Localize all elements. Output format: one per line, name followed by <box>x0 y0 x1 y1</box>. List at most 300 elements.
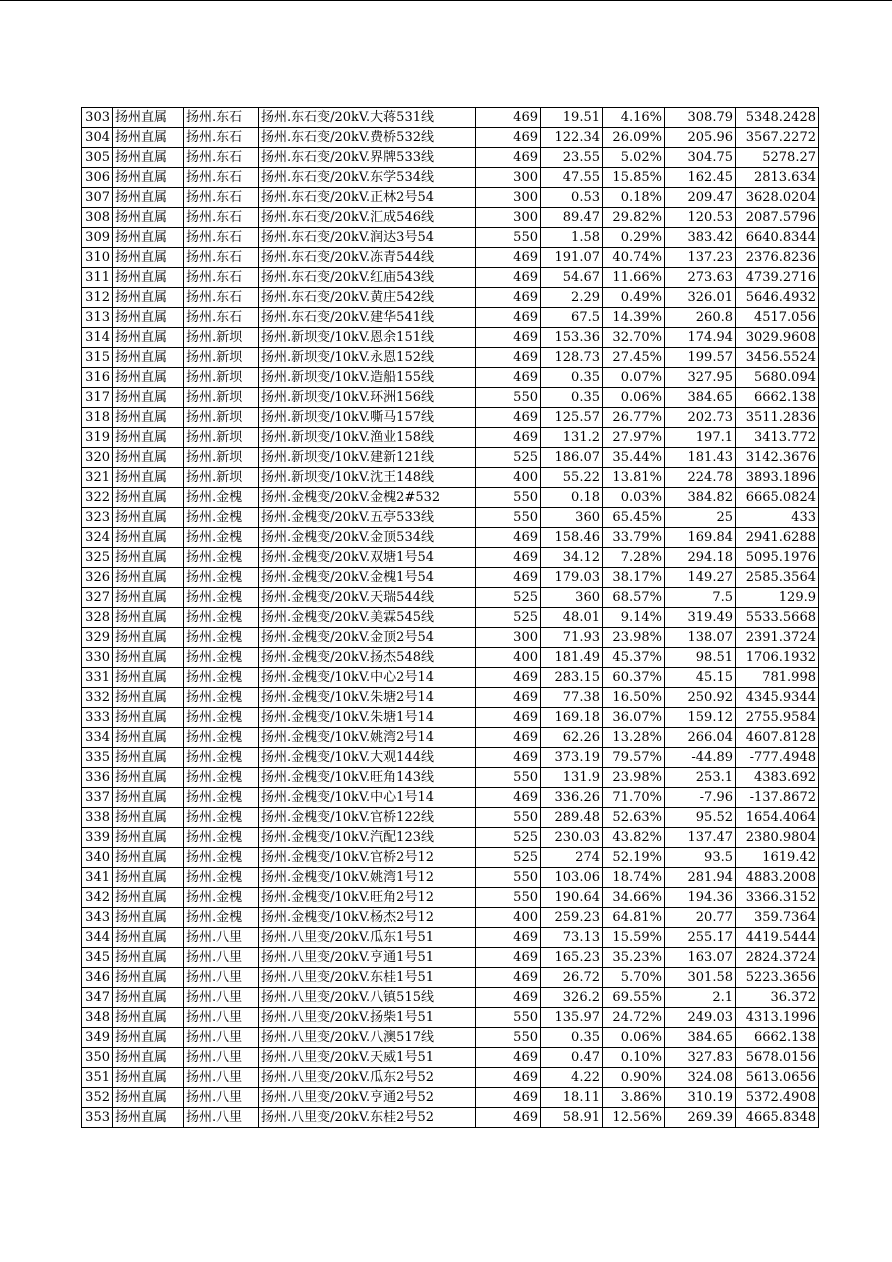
feeder-name-cell: 扬州.金槐变/10kV.旺角143线 <box>259 768 476 788</box>
margin-value-cell: 6640.8344 <box>736 228 819 248</box>
feeder-name-cell: 扬州.新坝变/10kV.渔业158线 <box>259 428 476 448</box>
margin-cell: 304.75 <box>665 148 736 168</box>
margin-value-cell: 4313.1996 <box>736 1008 819 1028</box>
capacity-cell: 550 <box>476 808 541 828</box>
margin-value-cell: 781.998 <box>736 668 819 688</box>
substation-cell: 扬州.金槐 <box>184 528 259 548</box>
margin-cell: 294.18 <box>665 548 736 568</box>
margin-value-cell: 4607.8128 <box>736 728 819 748</box>
margin-cell: 205.96 <box>665 128 736 148</box>
margin-value-cell: 1706.1932 <box>736 648 819 668</box>
load-cell: 131.9 <box>541 768 603 788</box>
substation-cell: 扬州.金槐 <box>184 868 259 888</box>
margin-value-cell: 3142.3676 <box>736 448 819 468</box>
feeder-name-cell: 扬州.金槐变/10kV.中心2号14 <box>259 668 476 688</box>
load-rate-cell: 52.63% <box>603 808 665 828</box>
table-row <box>82 528 819 548</box>
substation-cell: 扬州.金槐 <box>184 888 259 908</box>
margin-value-cell: 5646.4932 <box>736 288 819 308</box>
margin-value-cell: 2380.9804 <box>736 828 819 848</box>
margin-value-cell: 4517.056 <box>736 308 819 328</box>
feeder-name-cell: 扬州.金槐变/10kV.朱塘1号14 <box>259 708 476 728</box>
substation-cell: 扬州.金槐 <box>184 588 259 608</box>
row-number: 338 <box>82 808 113 828</box>
capacity-cell: 300 <box>476 628 541 648</box>
district-cell: 扬州直属 <box>113 528 184 548</box>
feeder-name-cell: 扬州.八里变/20kV.东桂1号51 <box>259 968 476 988</box>
substation-cell: 扬州.东石 <box>184 168 259 188</box>
margin-value-cell: 5613.0656 <box>736 1068 819 1088</box>
load-rate-cell: 64.81% <box>603 908 665 928</box>
substation-cell: 扬州.东石 <box>184 128 259 148</box>
capacity-cell: 469 <box>476 948 541 968</box>
margin-value-cell: 2585.3564 <box>736 568 819 588</box>
capacity-cell: 469 <box>476 708 541 728</box>
capacity-cell: 550 <box>476 768 541 788</box>
load-rate-cell: 29.82% <box>603 208 665 228</box>
row-number: 340 <box>82 848 113 868</box>
feeder-name-cell: 扬州.八里变/20kV.瓜东2号52 <box>259 1068 476 1088</box>
feeder-name-cell: 扬州.新坝变/10kV.沈王148线 <box>259 468 476 488</box>
load-rate-cell: 40.74% <box>603 248 665 268</box>
district-cell: 扬州直属 <box>113 468 184 488</box>
substation-cell: 扬州.金槐 <box>184 708 259 728</box>
margin-value-cell: 3029.9608 <box>736 328 819 348</box>
capacity-cell: 469 <box>476 568 541 588</box>
margin-cell: 273.63 <box>665 268 736 288</box>
feeder-name-cell: 扬州.东石变/20kV.费桥532线 <box>259 128 476 148</box>
district-cell: 扬州直属 <box>113 328 184 348</box>
feeder-name-cell: 扬州.东石变/20kV.界牌533线 <box>259 148 476 168</box>
district-cell: 扬州直属 <box>113 808 184 828</box>
margin-cell: 326.01 <box>665 288 736 308</box>
load-cell: 1.58 <box>541 228 603 248</box>
load-rate-cell: 33.79% <box>603 528 665 548</box>
row-number: 329 <box>82 628 113 648</box>
table-row <box>82 448 819 468</box>
substation-cell: 扬州.金槐 <box>184 788 259 808</box>
feeder-name-cell: 扬州.金槐变/20kV.双塘1号54 <box>259 548 476 568</box>
margin-cell: 199.57 <box>665 348 736 368</box>
row-number: 353 <box>82 1108 113 1128</box>
margin-cell: 169.84 <box>665 528 736 548</box>
load-cell: 19.51 <box>541 108 603 128</box>
load-rate-cell: 15.59% <box>603 928 665 948</box>
district-cell: 扬州直属 <box>113 268 184 288</box>
load-cell: 135.97 <box>541 1008 603 1028</box>
capacity-cell: 525 <box>476 848 541 868</box>
load-cell: 89.47 <box>541 208 603 228</box>
feeder-name-cell: 扬州.东石变/20kV.冻青544线 <box>259 248 476 268</box>
table-row <box>82 588 819 608</box>
row-number: 334 <box>82 728 113 748</box>
margin-cell: 324.08 <box>665 1068 736 1088</box>
margin-value-cell: 2813.634 <box>736 168 819 188</box>
capacity-cell: 469 <box>476 428 541 448</box>
load-cell: 0.18 <box>541 488 603 508</box>
margin-cell: 301.58 <box>665 968 736 988</box>
capacity-cell: 469 <box>476 128 541 148</box>
load-rate-cell: 68.57% <box>603 588 665 608</box>
feeder-name-cell: 扬州.新坝变/10kV.环洲156线 <box>259 388 476 408</box>
capacity-cell: 400 <box>476 468 541 488</box>
margin-cell: 138.07 <box>665 628 736 648</box>
row-number: 325 <box>82 548 113 568</box>
feeder-name-cell: 扬州.东石变/20kV.黄庄542线 <box>259 288 476 308</box>
margin-value-cell: -777.4948 <box>736 748 819 768</box>
capacity-cell: 525 <box>476 828 541 848</box>
margin-value-cell: 5680.094 <box>736 368 819 388</box>
feeder-name-cell: 扬州.金槐变/10kV.旺角2号12 <box>259 888 476 908</box>
margin-cell: 159.12 <box>665 708 736 728</box>
margin-value-cell: 3511.2836 <box>736 408 819 428</box>
substation-cell: 扬州.金槐 <box>184 748 259 768</box>
load-rate-cell: 45.37% <box>603 648 665 668</box>
table-row <box>82 628 819 648</box>
substation-cell: 扬州.金槐 <box>184 608 259 628</box>
margin-value-cell: 5348.2428 <box>736 108 819 128</box>
row-number: 351 <box>82 1068 113 1088</box>
capacity-cell: 469 <box>476 328 541 348</box>
load-cell: 62.26 <box>541 728 603 748</box>
load-rate-cell: 0.03% <box>603 488 665 508</box>
row-number: 344 <box>82 928 113 948</box>
feeder-name-cell: 扬州.八里变/20kV.亨通2号52 <box>259 1088 476 1108</box>
load-cell: 153.36 <box>541 328 603 348</box>
table-row <box>82 648 819 668</box>
load-cell: 122.34 <box>541 128 603 148</box>
district-cell: 扬州直属 <box>113 508 184 528</box>
load-cell: 103.06 <box>541 868 603 888</box>
row-number: 337 <box>82 788 113 808</box>
table-row <box>82 468 819 488</box>
substation-cell: 扬州.八里 <box>184 948 259 968</box>
substation-cell: 扬州.金槐 <box>184 688 259 708</box>
load-cell: 26.72 <box>541 968 603 988</box>
substation-cell: 扬州.金槐 <box>184 568 259 588</box>
feeder-name-cell: 扬州.金槐变/20kV.金槐1号54 <box>259 568 476 588</box>
row-number: 318 <box>82 408 113 428</box>
margin-cell: 253.1 <box>665 768 736 788</box>
substation-cell: 扬州.金槐 <box>184 488 259 508</box>
margin-cell: 45.15 <box>665 668 736 688</box>
row-number: 324 <box>82 528 113 548</box>
capacity-cell: 469 <box>476 108 541 128</box>
margin-cell: 249.03 <box>665 1008 736 1028</box>
table-row <box>82 948 819 968</box>
feeder-name-cell: 扬州.东石变/20kV.红庙543线 <box>259 268 476 288</box>
load-cell: 23.55 <box>541 148 603 168</box>
district-cell: 扬州直属 <box>113 408 184 428</box>
table-row <box>82 148 819 168</box>
feeder-name-cell: 扬州.金槐变/20kV.天瑞544线 <box>259 588 476 608</box>
district-cell: 扬州直属 <box>113 208 184 228</box>
district-cell: 扬州直属 <box>113 948 184 968</box>
load-cell: 0.35 <box>541 368 603 388</box>
margin-cell: 202.73 <box>665 408 736 428</box>
row-number: 327 <box>82 588 113 608</box>
substation-cell: 扬州.金槐 <box>184 848 259 868</box>
substation-cell: 扬州.金槐 <box>184 628 259 648</box>
capacity-cell: 525 <box>476 588 541 608</box>
margin-value-cell: 4665.8348 <box>736 1108 819 1128</box>
table-row <box>82 488 819 508</box>
row-number: 342 <box>82 888 113 908</box>
load-rate-cell: 65.45% <box>603 508 665 528</box>
load-rate-cell: 14.39% <box>603 308 665 328</box>
table-row <box>82 348 819 368</box>
substation-cell: 扬州.东石 <box>184 248 259 268</box>
load-cell: 289.48 <box>541 808 603 828</box>
capacity-cell: 469 <box>476 928 541 948</box>
load-cell: 165.23 <box>541 948 603 968</box>
table-row <box>82 768 819 788</box>
load-cell: 259.23 <box>541 908 603 928</box>
margin-value-cell: 2941.6288 <box>736 528 819 548</box>
margin-value-cell: 5678.0156 <box>736 1048 819 1068</box>
table-row <box>82 968 819 988</box>
margin-cell: 327.83 <box>665 1048 736 1068</box>
capacity-cell: 469 <box>476 1068 541 1088</box>
table-row <box>82 428 819 448</box>
margin-cell: 197.1 <box>665 428 736 448</box>
district-cell: 扬州直属 <box>113 188 184 208</box>
margin-value-cell: 2824.3724 <box>736 948 819 968</box>
row-number: 319 <box>82 428 113 448</box>
substation-cell: 扬州.金槐 <box>184 728 259 748</box>
district-cell: 扬州直属 <box>113 628 184 648</box>
district-cell: 扬州直属 <box>113 368 184 388</box>
district-cell: 扬州直属 <box>113 648 184 668</box>
margin-value-cell: 4419.5444 <box>736 928 819 948</box>
district-cell: 扬州直属 <box>113 1008 184 1028</box>
margin-value-cell: 4345.9344 <box>736 688 819 708</box>
margin-cell: 137.47 <box>665 828 736 848</box>
district-cell: 扬州直属 <box>113 928 184 948</box>
table-row <box>82 208 819 228</box>
load-rate-cell: 7.28% <box>603 548 665 568</box>
district-cell: 扬州直属 <box>113 748 184 768</box>
table-row <box>82 228 819 248</box>
table-row <box>82 1028 819 1048</box>
load-cell: 131.2 <box>541 428 603 448</box>
district-cell: 扬州直属 <box>113 968 184 988</box>
district-cell: 扬州直属 <box>113 908 184 928</box>
capacity-cell: 469 <box>476 748 541 768</box>
feeder-name-cell: 扬州.八里变/20kV.天威1号51 <box>259 1048 476 1068</box>
margin-value-cell: 3628.0204 <box>736 188 819 208</box>
table-row <box>82 728 819 748</box>
feeder-name-cell: 扬州.新坝变/10kV.造船155线 <box>259 368 476 388</box>
table-row <box>82 988 819 1008</box>
margin-value-cell: 3567.2272 <box>736 128 819 148</box>
feeder-name-cell: 扬州.新坝变/10kV.嘶马157线 <box>259 408 476 428</box>
district-cell: 扬州直属 <box>113 168 184 188</box>
capacity-cell: 469 <box>476 528 541 548</box>
district-cell: 扬州直属 <box>113 288 184 308</box>
load-cell: 58.91 <box>541 1108 603 1128</box>
substation-cell: 扬州.新坝 <box>184 468 259 488</box>
margin-cell: -7.96 <box>665 788 736 808</box>
margin-value-cell: 359.7364 <box>736 908 819 928</box>
load-rate-cell: 4.16% <box>603 108 665 128</box>
load-cell: 0.35 <box>541 1028 603 1048</box>
capacity-cell: 469 <box>476 288 541 308</box>
margin-value-cell: 4883.2008 <box>736 868 819 888</box>
margin-value-cell: 5372.4908 <box>736 1088 819 1108</box>
feeder-name-cell: 扬州.东石变/20kV.大蒋531线 <box>259 108 476 128</box>
row-number: 331 <box>82 668 113 688</box>
table-row <box>82 388 819 408</box>
load-cell: 67.5 <box>541 308 603 328</box>
load-cell: 125.57 <box>541 408 603 428</box>
load-rate-cell: 24.72% <box>603 1008 665 1028</box>
capacity-cell: 469 <box>476 668 541 688</box>
margin-value-cell: 5533.5668 <box>736 608 819 628</box>
district-cell: 扬州直属 <box>113 588 184 608</box>
load-rate-cell: 27.45% <box>603 348 665 368</box>
substation-cell: 扬州.东石 <box>184 228 259 248</box>
margin-value-cell: 3456.5524 <box>736 348 819 368</box>
table-row <box>82 328 819 348</box>
row-number: 322 <box>82 488 113 508</box>
feeder-name-cell: 扬州.金槐变/10kV.官桥122线 <box>259 808 476 828</box>
table-row <box>82 1108 819 1128</box>
feeder-name-cell: 扬州.金槐变/20kV.金槐2#532 <box>259 488 476 508</box>
district-cell: 扬州直属 <box>113 1108 184 1128</box>
load-rate-cell: 23.98% <box>603 628 665 648</box>
substation-cell: 扬州.金槐 <box>184 668 259 688</box>
district-cell: 扬州直属 <box>113 228 184 248</box>
substation-cell: 扬州.东石 <box>184 108 259 128</box>
row-number: 348 <box>82 1008 113 1028</box>
district-cell: 扬州直属 <box>113 768 184 788</box>
district-cell: 扬州直属 <box>113 148 184 168</box>
row-number: 333 <box>82 708 113 728</box>
capacity-cell: 469 <box>476 988 541 1008</box>
table-row <box>82 688 819 708</box>
substation-cell: 扬州.东石 <box>184 288 259 308</box>
load-rate-cell: 36.07% <box>603 708 665 728</box>
load-cell: 230.03 <box>541 828 603 848</box>
load-rate-cell: 0.07% <box>603 368 665 388</box>
margin-cell: 181.43 <box>665 448 736 468</box>
feeder-name-cell: 扬州.东石变/20kV.润达3号54 <box>259 228 476 248</box>
data-table <box>81 107 819 1128</box>
district-cell: 扬州直属 <box>113 708 184 728</box>
table-row <box>82 168 819 188</box>
load-rate-cell: 0.29% <box>603 228 665 248</box>
load-cell: 190.64 <box>541 888 603 908</box>
row-number: 326 <box>82 568 113 588</box>
feeder-name-cell: 扬州.东石变/20kV.东学534线 <box>259 168 476 188</box>
margin-cell: 384.82 <box>665 488 736 508</box>
table-row <box>82 748 819 768</box>
margin-cell: 384.65 <box>665 1028 736 1048</box>
row-number: 309 <box>82 228 113 248</box>
substation-cell: 扬州.金槐 <box>184 808 259 828</box>
margin-value-cell: 1619.42 <box>736 848 819 868</box>
load-cell: 128.73 <box>541 348 603 368</box>
row-number: 328 <box>82 608 113 628</box>
capacity-cell: 550 <box>476 388 541 408</box>
margin-cell: 7.5 <box>665 588 736 608</box>
substation-cell: 扬州.八里 <box>184 968 259 988</box>
load-rate-cell: 13.81% <box>603 468 665 488</box>
margin-cell: 162.45 <box>665 168 736 188</box>
row-number: 347 <box>82 988 113 1008</box>
substation-cell: 扬州.新坝 <box>184 388 259 408</box>
load-rate-cell: 23.98% <box>603 768 665 788</box>
row-number: 343 <box>82 908 113 928</box>
capacity-cell: 469 <box>476 1048 541 1068</box>
load-rate-cell: 26.09% <box>603 128 665 148</box>
district-cell: 扬州直属 <box>113 988 184 1008</box>
capacity-cell: 400 <box>476 648 541 668</box>
margin-value-cell: 3413.772 <box>736 428 819 448</box>
margin-cell: 194.36 <box>665 888 736 908</box>
capacity-cell: 525 <box>476 608 541 628</box>
substation-cell: 扬州.金槐 <box>184 828 259 848</box>
load-rate-cell: 34.66% <box>603 888 665 908</box>
row-number: 350 <box>82 1048 113 1068</box>
table-row <box>82 188 819 208</box>
load-cell: 326.2 <box>541 988 603 1008</box>
district-cell: 扬州直属 <box>113 1068 184 1088</box>
row-number: 346 <box>82 968 113 988</box>
feeder-name-cell: 扬州.金槐变/10kV.姚湾2号14 <box>259 728 476 748</box>
margin-value-cell: 4383.692 <box>736 768 819 788</box>
substation-cell: 扬州.八里 <box>184 1048 259 1068</box>
substation-cell: 扬州.八里 <box>184 1068 259 1088</box>
load-cell: 191.07 <box>541 248 603 268</box>
district-cell: 扬州直属 <box>113 788 184 808</box>
margin-cell: 310.19 <box>665 1088 736 1108</box>
margin-value-cell: 433 <box>736 508 819 528</box>
district-cell: 扬州直属 <box>113 728 184 748</box>
row-number: 317 <box>82 388 113 408</box>
feeder-name-cell: 扬州.八里变/20kV.八澳517线 <box>259 1028 476 1048</box>
district-cell: 扬州直属 <box>113 128 184 148</box>
substation-cell: 扬州.新坝 <box>184 428 259 448</box>
district-cell: 扬州直属 <box>113 488 184 508</box>
district-cell: 扬州直属 <box>113 1048 184 1068</box>
load-cell: 4.22 <box>541 1068 603 1088</box>
substation-cell: 扬州.东石 <box>184 188 259 208</box>
margin-cell: 149.27 <box>665 568 736 588</box>
table-row <box>82 548 819 568</box>
load-rate-cell: 0.10% <box>603 1048 665 1068</box>
margin-cell: 224.78 <box>665 468 736 488</box>
capacity-cell: 469 <box>476 788 541 808</box>
load-rate-cell: 35.44% <box>603 448 665 468</box>
district-cell: 扬州直属 <box>113 388 184 408</box>
capacity-cell: 550 <box>476 1028 541 1048</box>
district-cell: 扬州直属 <box>113 888 184 908</box>
feeder-name-cell: 扬州.金槐变/10kV.姚湾1号12 <box>259 868 476 888</box>
load-rate-cell: 35.23% <box>603 948 665 968</box>
margin-cell: 255.17 <box>665 928 736 948</box>
capacity-cell: 525 <box>476 448 541 468</box>
table-row <box>82 368 819 388</box>
table-row <box>82 608 819 628</box>
table-row <box>82 288 819 308</box>
row-number: 336 <box>82 768 113 788</box>
district-cell: 扬州直属 <box>113 348 184 368</box>
table-row <box>82 788 819 808</box>
feeder-name-cell: 扬州.八里变/20kV.扬柴1号51 <box>259 1008 476 1028</box>
feeder-name-cell: 扬州.新坝变/10kV.建新121线 <box>259 448 476 468</box>
